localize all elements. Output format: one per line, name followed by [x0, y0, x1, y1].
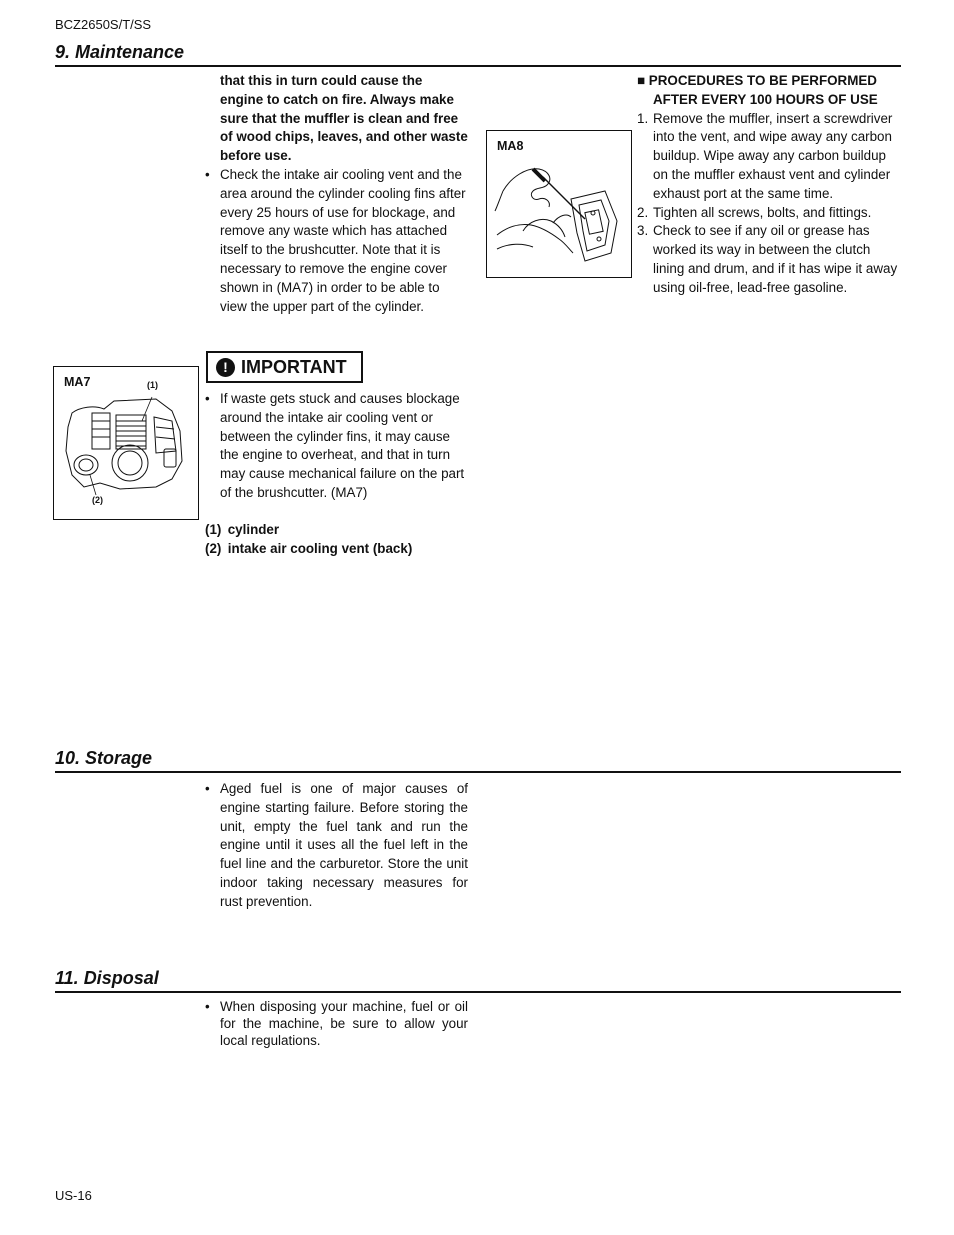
maintenance-column [220, 72, 468, 316]
procedure-step: 1. Remove the muffler, insert a screwdriver into the vent, and wipe away any carbon buildup. Wipe away any carbon buildup on the muffler exhaust vent and cylinder exhaust port at the same time. [637, 110, 893, 201]
check-bullet: • Check the intake air cooling vent and the area around the cylinder cooling fins after every 25 hours of use for blockage, and remove any waste which has attached itself to the brushcutter. Note that it is necessary to remove the engine cover shown in (MA7) in order to be able to view the upper part of the cylinder. [220, 166, 468, 316]
important-notice [206, 351, 363, 383]
procedures-heading-line1: ■ PROCEDURES TO BE PERFORMED [637, 73, 877, 88]
disposal-body [220, 998, 468, 1049]
page-number: US-16 [55, 1188, 92, 1203]
storage-bullet: • Aged fuel is one of major causes of engine starting failure. Before storing the unit, empty the fuel tank and run the engine until it uses all the fuel left in the fuel line and the carburetor. Store the unit indoor taking necessary measures for rust prevention. [220, 780, 468, 912]
procedures-column [637, 72, 899, 298]
procedure-steps [637, 110, 899, 298]
figure-ma8 [486, 130, 632, 278]
callout-2: (2) [92, 495, 103, 505]
section-rule [55, 991, 901, 993]
callout-1: (1) [147, 380, 158, 390]
figure-ma7-label: MA7 [64, 375, 91, 389]
figure-ma7 [53, 366, 199, 520]
muffler-cleaning-illustration [493, 161, 627, 271]
warning-continued-text: that this in turn could cause the engine to catch on fire. Always make sure that the muffler is clean and free of wood chips, leaves, and other waste before use. [220, 73, 468, 164]
legend-item: (1) cylinder [205, 522, 280, 537]
section-rule [55, 65, 901, 67]
important-bullet: • If waste gets stuck and causes blockage around the intake air cooling vent or between the cylinder fins, it may cause the engine to overheat, and that in turn may cause mechanical failure on the part of the brushcutter. (MA7) [220, 390, 468, 503]
engine-illustration [60, 391, 192, 501]
figure-ma8-label: MA8 [497, 139, 524, 153]
storage-body [220, 780, 468, 912]
procedures-heading-line2: AFTER EVERY 100 HOURS OF USE [653, 91, 878, 107]
model-number: BCZ2650S/T/SS [55, 17, 152, 32]
section-rule [55, 771, 901, 773]
legend-item: (2) intake air cooling vent (back) [205, 540, 413, 556]
exclamation-icon: ! [216, 358, 235, 377]
important-label: IMPORTANT [241, 356, 347, 377]
section-title-maintenance: 9. Maintenance [55, 42, 185, 62]
important-body [220, 390, 468, 503]
figure-legend [205, 521, 412, 559]
procedure-step: 3. Check to see if any oil or grease has worked its way in between the clutch lining and drum, and if it has wipe it away using oil-free, lead-free gasoline. [637, 223, 898, 295]
section-title-storage: 10. Storage [55, 748, 153, 768]
disposal-bullet: • When disposing your machine, fuel or oil for the machine, be sure to allow your local regulations. [220, 998, 468, 1049]
procedure-step: 2. Tighten all screws, bolts, and fittings. [637, 204, 872, 220]
section-title-disposal: 11. Disposal [55, 968, 159, 988]
